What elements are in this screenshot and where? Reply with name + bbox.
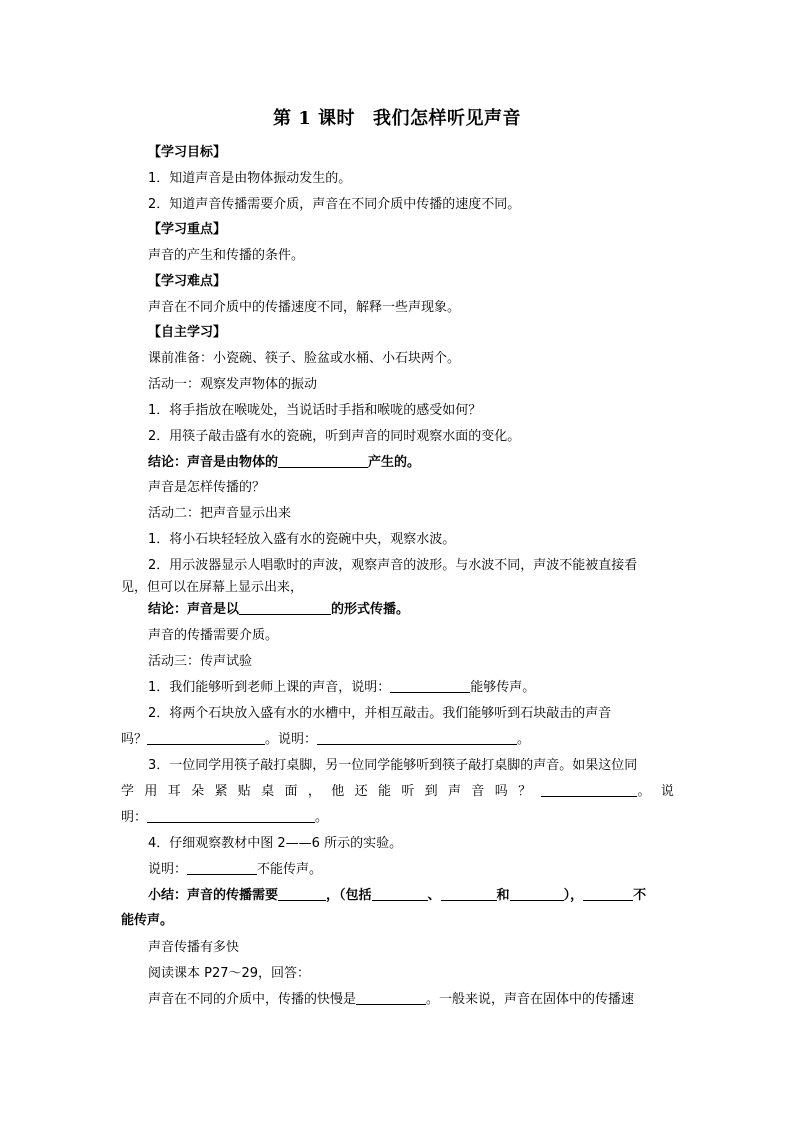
question-char: 听 bbox=[401, 784, 415, 799]
activity2-conclusion bbox=[148, 600, 409, 620]
activity3-title: 活动三：传声试验 bbox=[148, 654, 253, 669]
activity2-title: 活动二：把声音显示出来 bbox=[148, 506, 292, 521]
answer-blank[interactable] bbox=[187, 860, 257, 875]
question-text: 能够传声。 bbox=[470, 680, 536, 695]
key-points-heading: 【学习重点】 bbox=[148, 222, 227, 237]
summary-text: ，（包括 bbox=[326, 888, 372, 903]
question-text: 吗？ bbox=[121, 732, 148, 747]
question-char: ， bbox=[307, 784, 321, 799]
activity1-q2: 2．用筷子敲击盛有水的瓷碗，听到声音的同时观察水面的变化。 bbox=[148, 429, 521, 444]
conclusion-text: 结论：声音是由物体的 bbox=[148, 455, 279, 470]
question-char: 音 bbox=[471, 784, 485, 799]
question-text: 。 bbox=[315, 810, 329, 825]
question-char: 说 bbox=[660, 784, 674, 799]
question-text: 。说明： bbox=[265, 732, 318, 747]
conclusion-text: 的形式传播。 bbox=[331, 602, 410, 617]
question-char: 面 bbox=[284, 784, 298, 799]
speed-title: 声音传播有多快 bbox=[148, 940, 240, 955]
conclusion-text: 结论：声音是以 bbox=[148, 602, 240, 617]
page-title bbox=[0, 104, 794, 130]
self-study-heading: 【自主学习】 bbox=[148, 325, 227, 340]
activity3-q1 bbox=[148, 678, 535, 698]
question-char: 还 bbox=[354, 784, 368, 799]
summary-text: 和 bbox=[496, 888, 510, 903]
speed-read: 阅读课本 P27～29，回答： bbox=[148, 966, 311, 981]
activity2-q2-line2: 见，但可以在屏幕上显示出来， bbox=[121, 580, 304, 595]
speed-question bbox=[148, 990, 634, 1010]
question-text: 明： bbox=[121, 810, 148, 825]
lesson-number: 第 1 课时 bbox=[272, 108, 356, 129]
answer-blank[interactable] bbox=[510, 886, 564, 901]
answer-blank[interactable] bbox=[278, 886, 326, 901]
difficulty-1: 声音在不同介质中的传播速度不同，解释一些声现象。 bbox=[148, 300, 461, 315]
medium-note: 声音的传播需要介质。 bbox=[148, 628, 279, 643]
question-char: 桌 bbox=[261, 784, 275, 799]
activity1-q1: 1．将手指放在喉咙处，当说话时手指和喉咙的感受如何？ bbox=[148, 403, 482, 418]
question-char: 。 bbox=[637, 784, 651, 799]
answer-blank[interactable] bbox=[147, 808, 315, 823]
summary-line2: 能传声。 bbox=[121, 913, 174, 928]
key-point-1: 声音的产生和传播的条件。 bbox=[148, 248, 305, 263]
answer-blank[interactable] bbox=[356, 990, 426, 1005]
question-char: 学 bbox=[121, 784, 135, 799]
answer-blank[interactable] bbox=[583, 886, 633, 901]
objective-1: 1．知道声音是由物体振动发生的。 bbox=[148, 171, 352, 186]
question-text: 。 bbox=[517, 732, 531, 747]
answer-blank[interactable] bbox=[541, 782, 637, 797]
question-char: 到 bbox=[424, 784, 438, 799]
lesson-title: 我们怎样听见声音 bbox=[373, 108, 522, 129]
conclusion-text: 产生的。 bbox=[368, 455, 421, 470]
activity2-q2-line1: 2．用示波器显示人唱歌时的声波，观察声音的波形。与水波不同，声波不能被直接看 bbox=[148, 558, 638, 573]
question-char: 紧 bbox=[214, 784, 228, 799]
summary-line1 bbox=[148, 886, 646, 906]
question-char: 用 bbox=[144, 784, 158, 799]
activity2-q1: 1．将小石块轻轻放入盛有水的瓷碗中央，观察水波。 bbox=[148, 532, 456, 547]
prep-line: 课前准备：小瓷碗、筷子、脸盆或水桶、小石块两个。 bbox=[148, 351, 461, 366]
question-text: 不能传声。 bbox=[257, 862, 323, 877]
answer-blank[interactable] bbox=[441, 886, 497, 901]
answer-blank[interactable] bbox=[239, 600, 331, 615]
activity3-q2-line1: 2．将两个石块放入盛有水的水槽中，并相互敲击。我们能够听到石块敲击的声音 bbox=[148, 706, 612, 721]
question-char: 贴 bbox=[237, 784, 251, 799]
activity3-q4-answer bbox=[148, 860, 322, 880]
activity3-q3-line1: 3．一位同学用筷子敲打桌脚，另一位同学能够听到筷子敲打桌脚的声音。如果这位同 bbox=[148, 758, 638, 773]
summary-text: 、 bbox=[427, 888, 441, 903]
question-text: 说明： bbox=[148, 862, 188, 877]
activity3-q4: 4．仔细观察教材中图 2——6 所示的实验。 bbox=[148, 836, 403, 851]
question-char: 耳 bbox=[167, 784, 181, 799]
question-char: 吗 bbox=[494, 784, 508, 799]
activity1-title: 活动一：观察发声物体的振动 bbox=[148, 377, 318, 392]
propagation-question: 声音是怎样传播的？ bbox=[148, 480, 266, 495]
difficulties-heading: 【学习难点】 bbox=[148, 274, 227, 289]
summary-text: 小结：声音的传播需要 bbox=[148, 888, 279, 903]
activity1-conclusion bbox=[148, 453, 420, 473]
answer-blank[interactable] bbox=[372, 886, 428, 901]
activity3-q2-line2 bbox=[121, 730, 530, 750]
answer-blank[interactable] bbox=[278, 453, 368, 468]
summary-text: 不 bbox=[633, 888, 647, 903]
question-char: 朵 bbox=[191, 784, 205, 799]
answer-blank[interactable] bbox=[317, 730, 517, 745]
answer-blank[interactable] bbox=[147, 730, 265, 745]
objective-2: 2．知道声音传播需要介质，声音在不同介质中传播的速度不同。 bbox=[148, 197, 521, 212]
question-char: 声 bbox=[448, 784, 462, 799]
question-char: ？ bbox=[518, 784, 532, 799]
question-char: 能 bbox=[377, 784, 391, 799]
objectives-heading: 【学习目标】 bbox=[148, 145, 227, 160]
activity3-q3-line2 bbox=[121, 782, 674, 802]
answer-blank[interactable] bbox=[390, 678, 470, 693]
summary-text: ）， bbox=[563, 888, 584, 903]
question-char: 他 bbox=[331, 784, 345, 799]
question-text: 1．我们能够听到老师上课的声音，说明： bbox=[148, 680, 391, 695]
activity3-q3-line3 bbox=[121, 808, 328, 828]
question-text: 声音在不同的介质中，传播的快慢是 bbox=[148, 992, 357, 1007]
question-text: 。一般来说，声音在固体中的传播速 bbox=[426, 992, 635, 1007]
